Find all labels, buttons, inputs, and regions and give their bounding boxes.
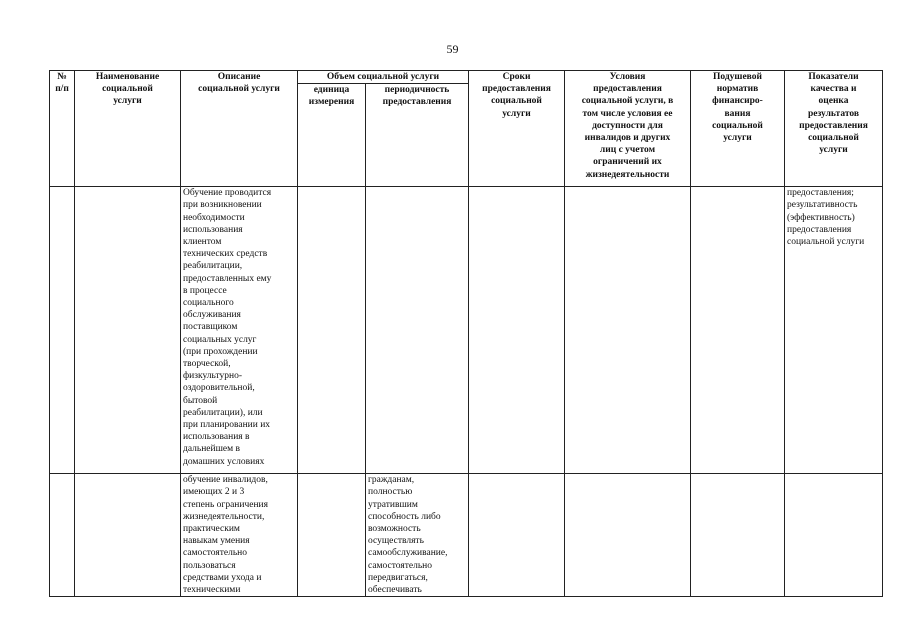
header-unit: единица измерения [298,84,366,187]
social-services-table [49,70,883,597]
header-terms: Сроки предоставления социальной услуги [469,71,565,187]
cell-num [50,474,75,597]
header-service-volume: Объем социальной услуги [298,71,469,84]
cell-financing-norm [691,187,785,474]
table-row [50,474,883,597]
table-row [50,187,883,474]
cell-service-name [75,474,181,597]
cell-conditions [565,187,691,474]
cell-quality-indicators [785,474,883,597]
cell-financing-norm [691,474,785,597]
cell-conditions [565,474,691,597]
header-conditions: Условия предоставления социальной услуги, в том числе условия ее доступности для инвалидов и других лиц с учетом ограничений их жизнедеятельности [565,71,691,187]
header-financing-norm: Подушевой норматив финансиро- вания социальной услуги [691,71,785,187]
cell-service-name [75,187,181,474]
header-periodicity: периодичность предоставления [366,84,469,187]
page-number: 59 [446,42,459,56]
cell-unit [298,474,366,597]
header-service-description: Описание социальной услуги [181,71,298,187]
header-num: № п/п [50,71,75,187]
cell-service-description: обучение инвалидов, имеющих 2 и 3 степень ограничения жизнедеятельности, практическим навыкам умения самостоятельно пользоваться средствами ухода и техническими [181,474,298,597]
cell-unit [298,187,366,474]
cell-quality-indicators: предоставления; результативность (эффективность) предоставления социальной услуги [785,187,883,474]
cell-terms [469,187,565,474]
header-row-top [50,71,883,84]
cell-terms [469,474,565,597]
header-service-name: Наименование социальной услуги [75,71,181,187]
cell-periodicity: гражданам, полностью утратившим способность либо возможность осуществлять самообслуживание, самостоятельно передвигаться, обеспечивать [366,474,469,597]
cell-num [50,187,75,474]
cell-service-description: Обучение проводится при возникновении необходимости использования клиентом технических средств реабилитации, предоставленных ему в процессе социального обслуживания поставщиком социальных услуг (при прохождении творческой, физкультурно- оздоровительной, бытовой реабилитации), или при планировании их использования в дальнейшем в домашних условиях [181,187,298,474]
header-quality-indicators: Показатели качества и оценка результатов предоставления социальной услуги [785,71,883,187]
cell-periodicity [366,187,469,474]
